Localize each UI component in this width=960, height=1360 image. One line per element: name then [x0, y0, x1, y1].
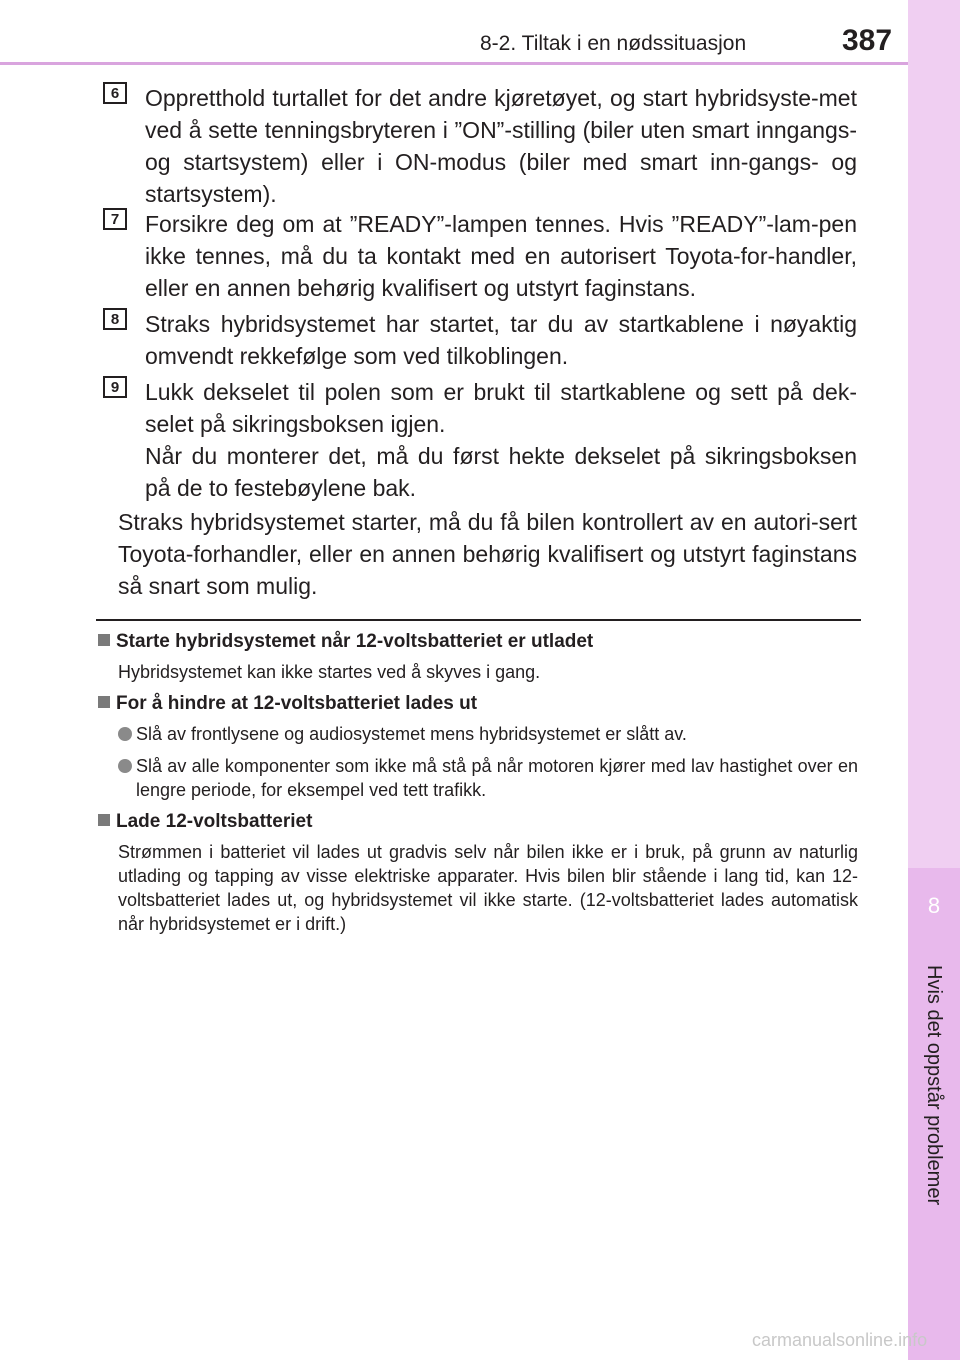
list-item [118, 754, 858, 802]
step-6 [103, 82, 857, 210]
round-bullet-icon [118, 727, 132, 741]
section-divider [96, 619, 861, 621]
step-text: Oppretthold turtallet for det andre kjøretøyet, og start hybridsyste-met ved å sette tenningsbryteren i ”ON”-stilling (biler uten smart inngangs- og startsystem) eller i ON-modus (biler med smart inn-gangs- og startsystem). [145, 85, 857, 207]
info-heading [98, 810, 858, 834]
step-text: Forsikre deg om at ”READY”-lampen tennes. Hvis ”READY”-lam-pen ikke tennes, må du ta kontakt med en autorisert Toyota-for-handler, eller en annen behørig kvalifisert og utstyrt faginstans. [145, 211, 857, 301]
info-heading-text: Starte hybridsystemet når 12-voltsbatteriet er utladet [116, 631, 594, 652]
info-body: Hybridsystemet kan ikke startes ved å skyves i gang. [118, 662, 541, 682]
info-heading [98, 692, 858, 716]
square-bullet-icon [98, 814, 110, 826]
step-text-continued: Når du monterer det, må du først hekte dekselet på sikringsboksen på de to festebøylene bak. [145, 443, 857, 501]
step-7 [103, 208, 857, 304]
step-8 [103, 308, 857, 372]
round-bullet-icon [118, 759, 132, 773]
list-item-text: Slå av frontlysene og audiosystemet mens hybridsystemet er slått av. [136, 724, 687, 744]
info-block-prevent-discharge [98, 692, 858, 802]
chapter-number: 8 [927, 893, 941, 918]
section-title: 8-2. Tiltak i en nødssituasjon [480, 32, 747, 55]
header-rule [0, 62, 908, 65]
list-item-text: Slå av alle komponenter som ikke må stå på når motoren kjører med lav hastighet over en lengre periode, for eksempel ved tett trafikk. [136, 756, 858, 800]
info-block-jump-start [98, 630, 858, 684]
info-heading-text: For å hindre at 12-voltsbatteriet lades ut [116, 693, 478, 714]
step-text: Lukk dekselet til polen som er brukt til startkablene og sett på dek-selet på sikringsboksen igjen. [145, 379, 857, 437]
follow-up-note: Straks hybridsystemet starter, må du få bilen kontrollert av en autori-sert Toyota-forhandler, eller en annen behørig kvalifisert og utstyrt faginstans så snart som mulig. [118, 509, 857, 599]
chapter-title: Hvis det oppstår problemer [923, 965, 945, 1206]
info-heading [98, 630, 858, 654]
step-text: Straks hybridsystemet har startet, tar du av startkablene i nøyaktig omvendt rekkefølge som ved tilkoblingen. [145, 311, 857, 369]
info-body: Strømmen i batteriet vil lades ut gradvis selv når bilen ikke er i bruk, på grunn av naturlig utlading og tapping av visse elektriske apparater. Hvis bilen blir stående i lang tid, kan 12-voltsbatteriet lades ut, og hybridsystemet vil ikke starte. (12-voltsbatteriet lades automatisk når hybridsystemet er i drift.) [118, 842, 858, 934]
step-number-badge: 6 [103, 82, 127, 104]
step-number-badge: 8 [103, 308, 127, 330]
page-number: 387 [842, 24, 893, 57]
square-bullet-icon [98, 634, 110, 646]
info-heading-text: Lade 12-voltsbatteriet [116, 811, 313, 832]
step-9 [103, 376, 857, 504]
chapter-side-tab [908, 0, 960, 1360]
step-number-badge: 7 [103, 208, 127, 230]
watermark: carmanualsonline.info [752, 1330, 928, 1350]
info-block-charging [98, 810, 858, 936]
square-bullet-icon [98, 696, 110, 708]
step-number-badge: 9 [103, 376, 127, 398]
list-item [118, 722, 858, 746]
side-tab-upper [908, 0, 960, 868]
